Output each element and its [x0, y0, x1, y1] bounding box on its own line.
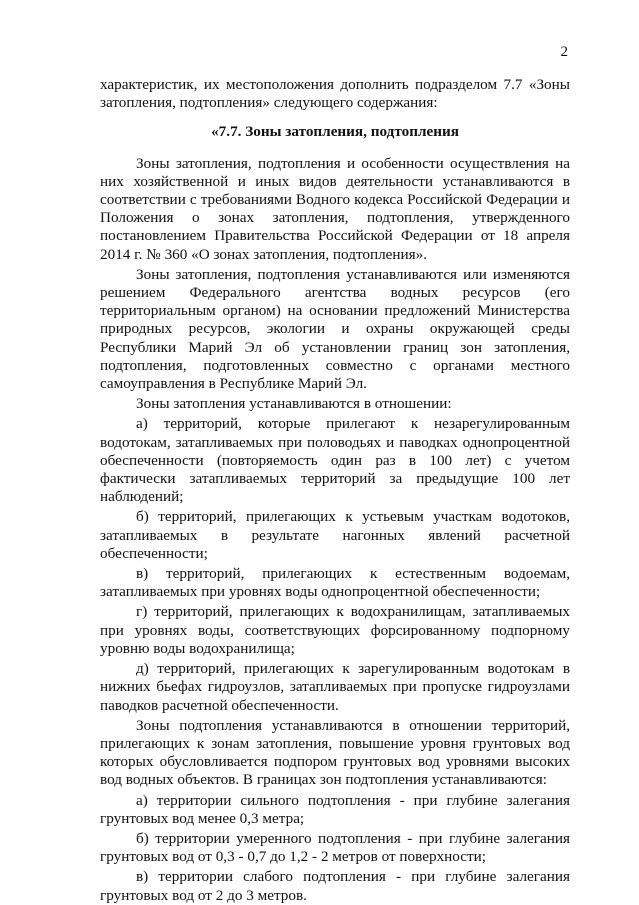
list-item-a2: а) территории сильного подтопления - при глубине залегания грунтовых вод менее 0,3 метра;: [100, 791, 570, 827]
list-item-a: а) территорий, которые прилегают к незарегулированным водотокам, затапливаемых при половодьях и паводках однопроцентной обеспеченности (повторяемость один раз в 100 лет) с учетом фактически затапливаемых территорий за предыдущие 100 лет наблюдений;: [100, 415, 570, 506]
list-item-d: д) территорий, прилегающих к зарегулированным водотокам в нижних бьефах гидроузлов, затапливаемых при пропуске гидроузлами паводков расчетной обеспеченности.: [100, 660, 570, 714]
paragraph-4: Зоны подтопления устанавливаются в отношении территорий, прилегающих к зонам затопления, повышение уровня грунтовых вод которых обусловливается подпором грунтовых вод уровнями высоких вод водных объектов. В границах зон подтопления устанавливаются:: [100, 716, 570, 789]
paragraph-1: Зоны затопления, подтопления и особенности осуществления на них хозяйственной и иных видов деятельности устанавливаются в соответствии с требованиями Водного кодекса Российской Федерации и Положения о зонах затопления, подтопления, утвержденного постановлением Правительства Российской Федерации от 18 апреля 2014 г. № 360 «О зонах затопления, подтопления».: [100, 154, 570, 263]
paragraph-2: Зоны затопления, подтопления устанавливаются или изменяются решением Федерального агентства водных ресурсов (его территориальным органом) на основании предложений Министерства природных ресурсов, экологии и охраны окружающей среды Республики Марий Эл об установлении границ зон затопления, подтопления, подготовленных совместно с органами местного самоуправления в Республике Марий Эл.: [100, 265, 570, 393]
list-item-v: в) территорий, прилегающих к естественным водоемам, затапливаемых при уровнях воды однопроцентной обеспеченности;: [100, 565, 570, 601]
document-body: [100, 76, 570, 905]
list-item-v2: в) территории слабого подтопления - при глубине залегания грунтовых вод от 2 до 3 метров.: [100, 868, 570, 904]
intro-paragraph: характеристик, их местоположения дополнить подразделом 7.7 «Зоны затопления, подтопления» следующего содержания:: [100, 76, 570, 112]
list-item-b2: б) территории умеренного подтопления - при глубине залегания грунтовых вод от 0,3 - 0,7 до 1,2 - 2 метров от поверхности;: [100, 829, 570, 866]
paragraph-3: Зоны затопления устанавливаются в отношении:: [136, 395, 452, 413]
section-title: «7.7. Зоны затопления, подтопления: [211, 123, 459, 141]
page-number: 2: [560, 44, 568, 60]
list-item-g: г) территорий, прилегающих к водохранилищам, затапливаемых при уровнях воды, соответствующих форсированному подпорному уровню воды водохранилища;: [100, 603, 570, 657]
list-item-b: б) территорий, прилегающих к устьевым участкам водотоков, затапливаемых в результате нагонных явлений расчетной обеспеченности;: [100, 508, 570, 562]
